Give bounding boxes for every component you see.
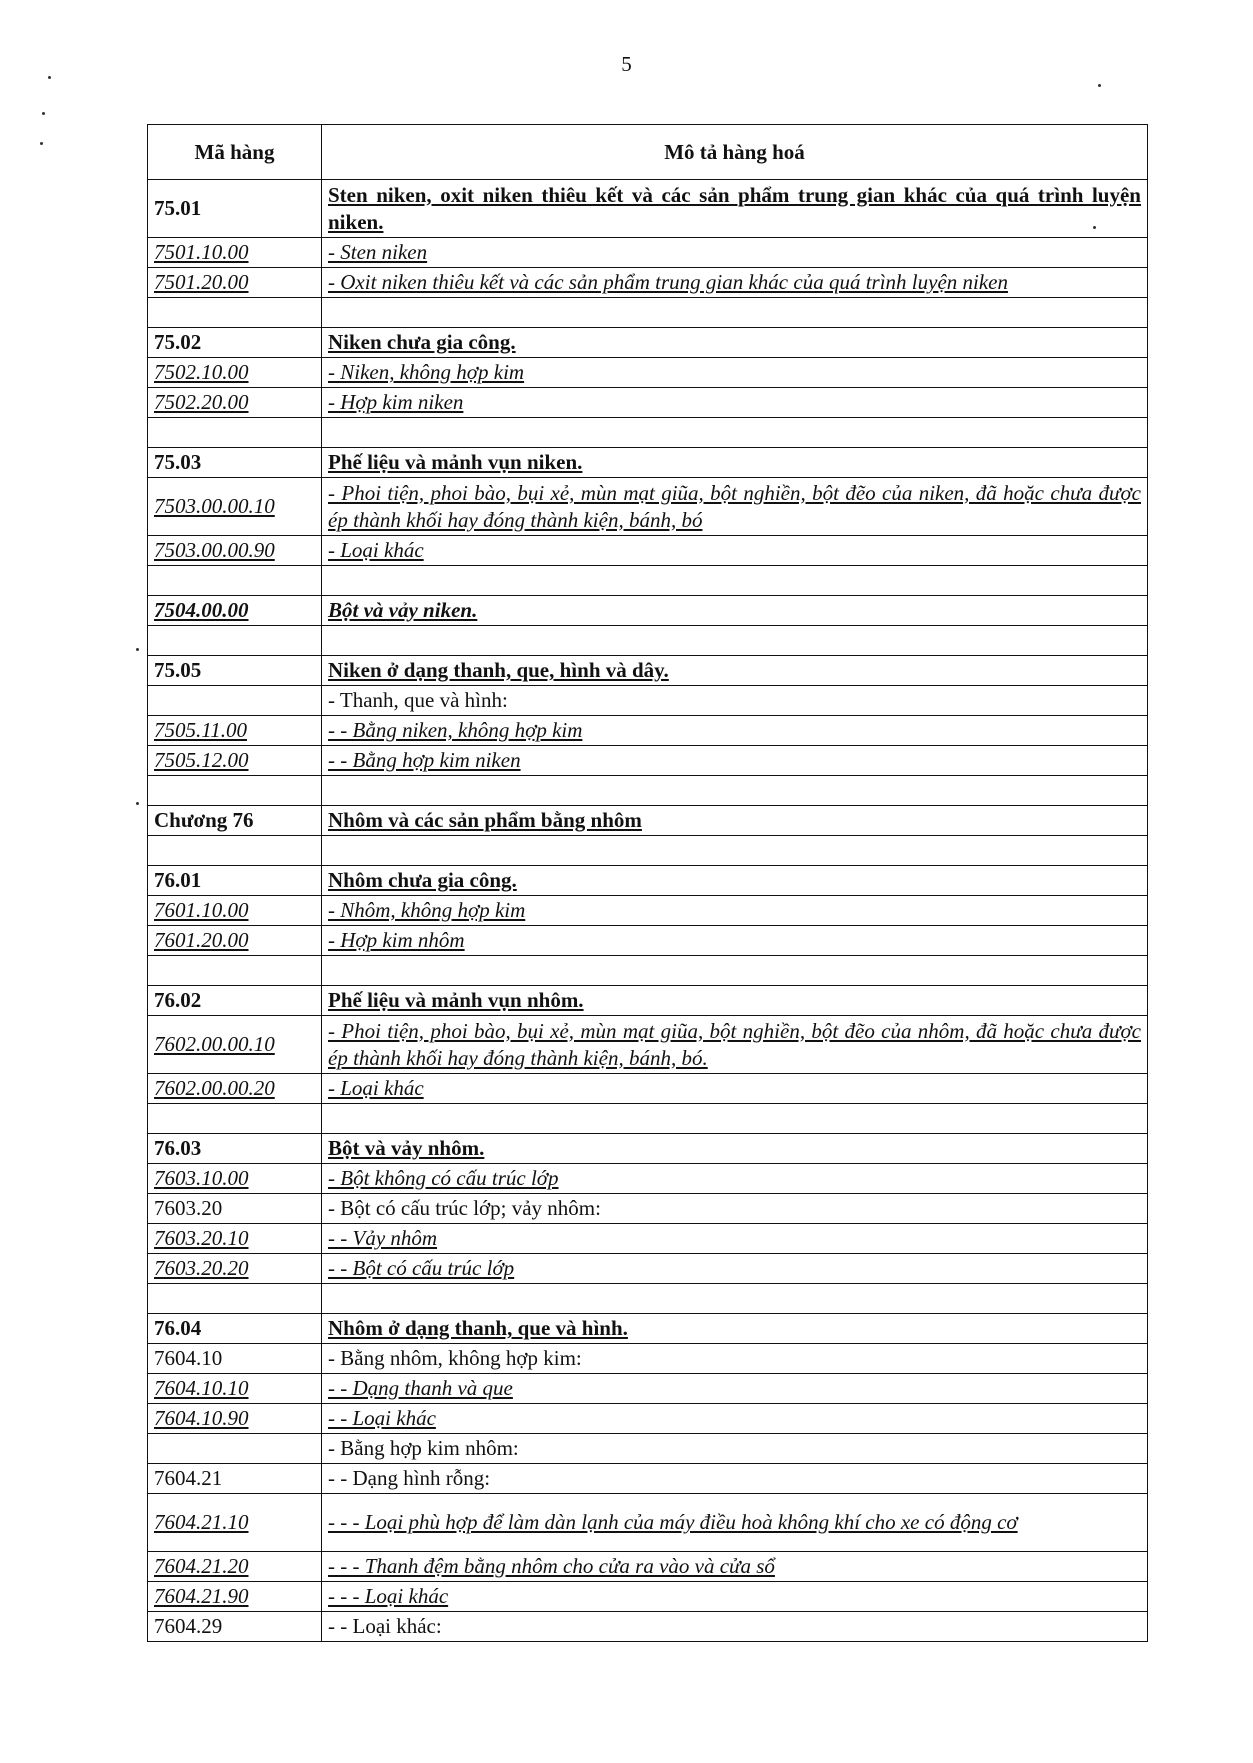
description-cell <box>322 298 1148 328</box>
description-cell: - Loại khác <box>322 536 1148 566</box>
hs-code-cell: 7501.10.00 <box>148 238 322 268</box>
hs-code-cell: 7604.21.20 <box>148 1552 322 1582</box>
description-cell: - Phoi tiện, phoi bào, bụi xẻ, mùn mạt giũa, bột nghiền, bột đẽo của niken, đã hoặc chưa được ép thành khối hay đóng thành kiện, bánh, bó <box>322 478 1148 536</box>
blank-row <box>148 776 1148 806</box>
hs-code-cell: 75.05 <box>148 656 322 686</box>
hs-code-cell: 7601.10.00 <box>148 896 322 926</box>
description-cell: - - - Thanh đệm bằng nhôm cho cửa ra vào và cửa sổ <box>322 1552 1148 1582</box>
description-cell: - - Loại khác <box>322 1404 1148 1434</box>
table-row <box>148 180 1148 238</box>
description-cell: Phế liệu và mảnh vụn nhôm. <box>322 986 1148 1016</box>
description-cell: Bột và vảy niken. <box>322 596 1148 626</box>
description-cell: - - Dạng thanh và que <box>322 1374 1148 1404</box>
hs-code-cell: 7505.11.00 <box>148 716 322 746</box>
hs-code-cell <box>148 626 322 656</box>
description-cell <box>322 418 1148 448</box>
description-cell <box>322 626 1148 656</box>
table-row <box>148 1224 1148 1254</box>
hs-code-cell: 76.01 <box>148 866 322 896</box>
hs-code-cell: 7503.00.00.90 <box>148 536 322 566</box>
description-cell: Niken ở dạng thanh, que, hình và dây. <box>322 656 1148 686</box>
table-row <box>148 268 1148 298</box>
description-cell: - - - Loại khác <box>322 1582 1148 1612</box>
scan-speck <box>42 112 45 115</box>
description-cell: - Bằng hợp kim nhôm: <box>322 1434 1148 1464</box>
description-cell: - Bột không có cấu trúc lớp <box>322 1164 1148 1194</box>
hs-code-cell: 7604.21 <box>148 1464 322 1494</box>
header-description: Mô tả hàng hoá <box>322 125 1148 180</box>
table-header-row <box>148 125 1148 180</box>
table-row <box>148 1404 1148 1434</box>
hs-code-cell: 7604.10.90 <box>148 1404 322 1434</box>
description-cell: Sten niken, oxit niken thiêu kết và các sản phẩm trung gian khác của quá trình luyện niken. <box>322 180 1148 238</box>
hs-code-cell <box>148 566 322 596</box>
table-row <box>148 986 1148 1016</box>
hs-code-cell: 7603.20.10 <box>148 1224 322 1254</box>
description-cell: Phế liệu và mảnh vụn niken. <box>322 448 1148 478</box>
description-cell: - - Dạng hình rỗng: <box>322 1464 1148 1494</box>
description-cell: - Niken, không hợp kim <box>322 358 1148 388</box>
table-row <box>148 1344 1148 1374</box>
blank-row <box>148 956 1148 986</box>
table-row <box>148 716 1148 746</box>
blank-row <box>148 1284 1148 1314</box>
table-row <box>148 1612 1148 1642</box>
table-row <box>148 358 1148 388</box>
hs-code-cell <box>148 956 322 986</box>
table-row <box>148 1374 1148 1404</box>
hs-code-cell <box>148 1434 322 1464</box>
hs-code-cell: 76.04 <box>148 1314 322 1344</box>
table-row <box>148 1016 1148 1074</box>
table-row <box>148 596 1148 626</box>
blank-row <box>148 626 1148 656</box>
description-cell: - Bột có cấu trúc lớp; vảy nhôm: <box>322 1194 1148 1224</box>
description-cell: - Loại khác <box>322 1074 1148 1104</box>
table-row <box>148 478 1148 536</box>
description-cell: - Hợp kim niken <box>322 388 1148 418</box>
hs-code-cell: 7604.10.10 <box>148 1374 322 1404</box>
table-row <box>148 1194 1148 1224</box>
table-row <box>148 238 1148 268</box>
table-row <box>148 806 1148 836</box>
hs-code-cell: 7603.10.00 <box>148 1164 322 1194</box>
hs-code-cell <box>148 776 322 806</box>
tariff-table <box>147 124 1148 1642</box>
table-row <box>148 1074 1148 1104</box>
table-row <box>148 926 1148 956</box>
description-cell: Bột và vảy nhôm. <box>322 1134 1148 1164</box>
description-cell: Nhôm ở dạng thanh, que và hình. <box>322 1314 1148 1344</box>
table-row <box>148 328 1148 358</box>
description-cell: - - Bằng hợp kim niken <box>322 746 1148 776</box>
hs-code-cell: 75.03 <box>148 448 322 478</box>
hs-code-cell <box>148 836 322 866</box>
hs-code-cell: 7603.20 <box>148 1194 322 1224</box>
table-row <box>148 1164 1148 1194</box>
table-row <box>148 896 1148 926</box>
table-row <box>148 1134 1148 1164</box>
description-cell <box>322 1104 1148 1134</box>
header-code: Mã hàng <box>148 125 322 180</box>
hs-code-cell: 75.02 <box>148 328 322 358</box>
blank-row <box>148 566 1148 596</box>
description-cell: - Sten niken <box>322 238 1148 268</box>
description-cell: - Thanh, que và hình: <box>322 686 1148 716</box>
scan-speck <box>40 142 43 145</box>
hs-code-cell <box>148 298 322 328</box>
scan-speck <box>48 76 51 79</box>
table-row <box>148 1314 1148 1344</box>
hs-code-cell: 7604.10 <box>148 1344 322 1374</box>
description-cell: - Hợp kim nhôm <box>322 926 1148 956</box>
description-cell: - - - Loại phù hợp để làm dàn lạnh của máy điều hoà không khí cho xe có động cơ <box>322 1494 1148 1552</box>
hs-code-cell <box>148 686 322 716</box>
hs-code-cell <box>148 1284 322 1314</box>
hs-code-cell: 7501.20.00 <box>148 268 322 298</box>
hs-code-cell: 7603.20.20 <box>148 1254 322 1284</box>
hs-code-cell: 7604.21.90 <box>148 1582 322 1612</box>
table-row <box>148 388 1148 418</box>
table-body <box>148 180 1148 1642</box>
description-cell: - - Bột có cấu trúc lớp <box>322 1254 1148 1284</box>
table-row <box>148 536 1148 566</box>
blank-row <box>148 1104 1148 1134</box>
hs-code-cell: 7502.20.00 <box>148 388 322 418</box>
scan-speck <box>1098 84 1101 87</box>
hs-code-cell: 76.02 <box>148 986 322 1016</box>
hs-code-cell: 7602.00.00.10 <box>148 1016 322 1074</box>
scan-speck <box>136 802 139 805</box>
description-cell: - Oxit niken thiêu kết và các sản phẩm trung gian khác của quá trình luyện niken <box>322 268 1148 298</box>
description-cell <box>322 956 1148 986</box>
hs-code-cell: 7604.29 <box>148 1612 322 1642</box>
hs-code-cell <box>148 1104 322 1134</box>
description-cell <box>322 566 1148 596</box>
description-cell: - - Vảy nhôm <box>322 1224 1148 1254</box>
description-cell <box>322 836 1148 866</box>
hs-code-cell: 7505.12.00 <box>148 746 322 776</box>
description-cell: Nhôm chưa gia công. <box>322 866 1148 896</box>
description-cell: - - Bằng niken, không hợp kim <box>322 716 1148 746</box>
hs-code-cell: 7602.00.00.20 <box>148 1074 322 1104</box>
table-row <box>148 746 1148 776</box>
hs-code-cell: 76.03 <box>148 1134 322 1164</box>
table-row <box>148 1464 1148 1494</box>
blank-row <box>148 298 1148 328</box>
description-cell <box>322 776 1148 806</box>
hs-code-cell: 7504.00.00 <box>148 596 322 626</box>
table-row <box>148 1434 1148 1464</box>
hs-code-cell: Chương 76 <box>148 806 322 836</box>
table-row <box>148 1582 1148 1612</box>
table-row <box>148 1552 1148 1582</box>
table-row <box>148 1494 1148 1552</box>
description-cell: - Bằng nhôm, không hợp kim: <box>322 1344 1148 1374</box>
description-cell: - Phoi tiện, phoi bào, bụi xẻ, mùn mạt giũa, bột nghiền, bột đẽo của nhôm, đã hoặc chưa được ép thành khối hay đóng thành kiện, bánh, bó. <box>322 1016 1148 1074</box>
description-cell: Niken chưa gia công. <box>322 328 1148 358</box>
hs-code-cell: 7502.10.00 <box>148 358 322 388</box>
hs-code-cell: 7604.21.10 <box>148 1494 322 1552</box>
description-cell <box>322 1284 1148 1314</box>
blank-row <box>148 418 1148 448</box>
page-number: 5 <box>621 52 632 76</box>
table-row <box>148 686 1148 716</box>
description-cell: - Nhôm, không hợp kim <box>322 896 1148 926</box>
hs-code-cell <box>148 418 322 448</box>
hs-code-cell: 7503.00.00.10 <box>148 478 322 536</box>
hs-code-cell: 7601.20.00 <box>148 926 322 956</box>
table-row <box>148 866 1148 896</box>
table-row <box>148 448 1148 478</box>
scan-speck <box>136 648 139 651</box>
table-row <box>148 1254 1148 1284</box>
blank-row <box>148 836 1148 866</box>
description-cell: Nhôm và các sản phẩm bằng nhôm <box>322 806 1148 836</box>
description-cell: - - Loại khác: <box>322 1612 1148 1642</box>
hs-code-cell: 75.01 <box>148 180 322 238</box>
scan-speck <box>1093 226 1096 229</box>
table-row <box>148 656 1148 686</box>
